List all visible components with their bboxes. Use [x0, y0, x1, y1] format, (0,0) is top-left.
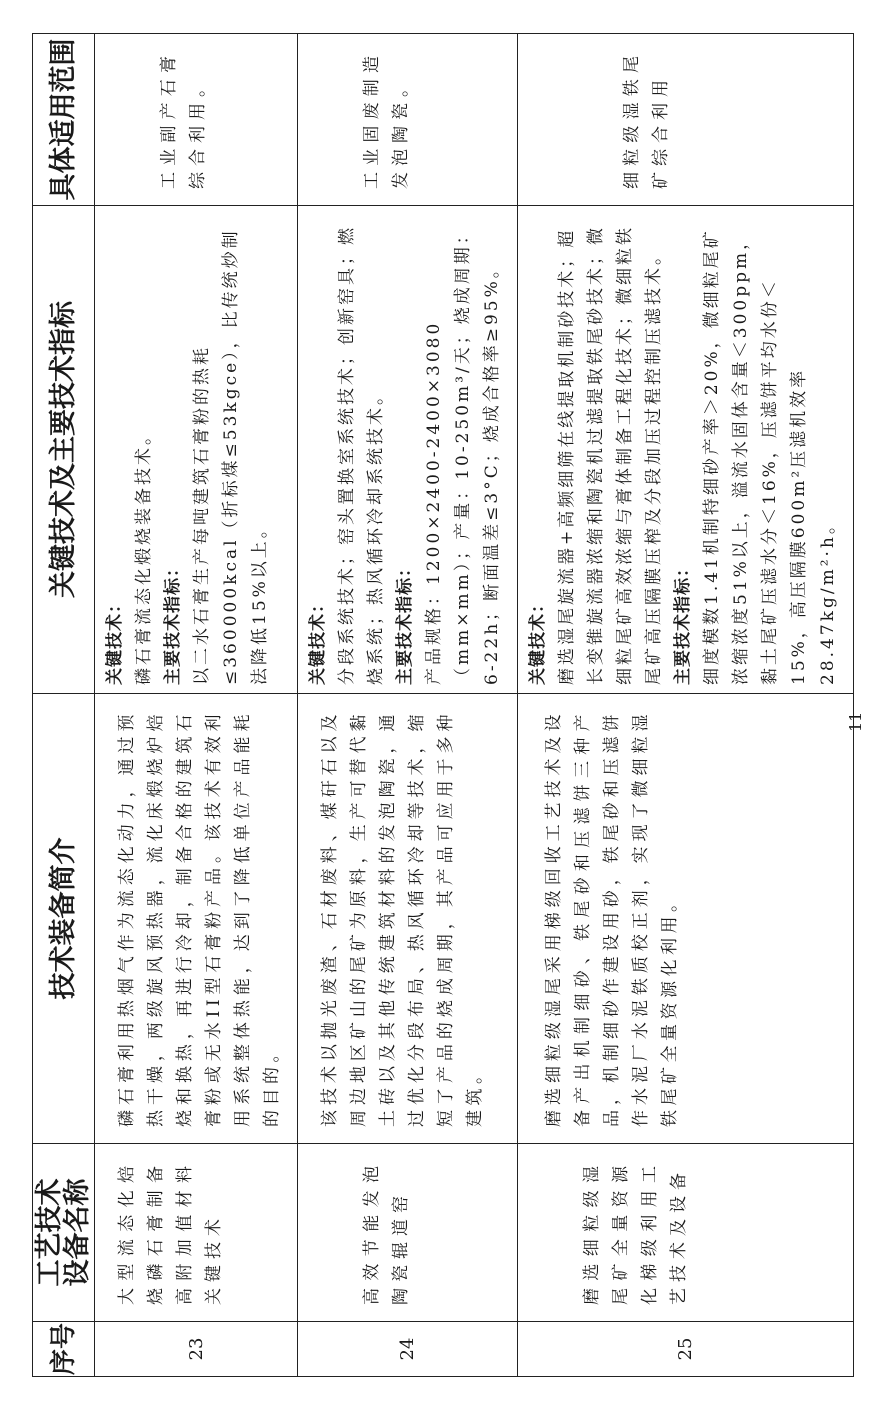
index-label: 主要技术指标：	[163, 559, 183, 685]
index-label: 主要技术指标：	[395, 559, 415, 685]
key-tech-label: 关键技术：	[308, 595, 328, 685]
scope-text: 工业副产石膏综合利用。	[159, 50, 208, 189]
header-row	[33, 34, 95, 1377]
table-row	[95, 34, 298, 1377]
tech-name: 大型流态化焙烧磷石膏制备高附加值材料关键技术	[117, 1160, 224, 1305]
index-text: 细度模数1.41机制特细砂产率＞20%，微细粒尾矿浓缩浓度51%以上，溢流水固体含量＜300ppm，黏土尾矿压滤水分＜16%，压滤饼平均水份＜15%，高压隔膜600m²压滤机效率28.47kg/m²·h。	[702, 228, 838, 685]
row-number: 24	[298, 1322, 518, 1377]
tech-intro: 磨选细粒级湿尾采用梯级回收工艺技术及设备产出机制细砂、铁尾砂和压滤饼三种产品，机制细砂作建设用砂，铁尾砂和压滤饼作水泥厂水泥铁质校正剂，实现了微细粒湿铁尾矿全量资源化利用。	[544, 710, 680, 1127]
table-row	[518, 34, 854, 1377]
header-name: 工艺技术 设备名称	[33, 1144, 95, 1322]
row-number: 25	[518, 1322, 854, 1377]
header-intro: 技术装备简介	[33, 694, 95, 1144]
index-label: 主要技术指标：	[673, 559, 693, 685]
header-scope: 具体适用范围	[33, 34, 95, 206]
index-text: 以二水石膏生产每吨建筑石膏粉的热耗≤360000kcal（折标煤≤53kgce），比传统炒制法降低15%以上。	[192, 228, 270, 685]
tech-name: 高效节能发泡陶瓷辊道窑	[362, 1160, 411, 1305]
scope-text: 工业固废制造发泡陶瓷。	[362, 50, 411, 189]
header-number: 序号	[33, 1322, 95, 1377]
page-number: 11	[846, 711, 865, 732]
index-text: 产品规格：1200×2400-2400×3080（mm×mm）；产量：10-250m³/天；烧成周期：6-22h；断面温差≤3°C；烧成合格率≥95%。	[424, 224, 502, 685]
table-row	[298, 34, 518, 1377]
key-tech-text: 磷石膏流态化煅烧装备技术。	[134, 425, 154, 685]
tech-intro: 该技术以抛光废渣、石材废料、煤矸石以及周边地区矿山的尾矿为原料，生产可替代黏土砖以及其他传统建筑材料的发泡陶瓷，通过优化分段布局、热风循环冷却等技术，缩短了产品的烧成周期，其产品可应用于多种建筑。	[320, 710, 485, 1127]
key-tech-label: 关键技术：	[528, 595, 548, 685]
row-number: 23	[95, 1322, 298, 1377]
scope-text: 细粒级湿铁尾矿综合利用	[622, 50, 671, 189]
technology-table	[32, 33, 854, 1377]
tech-intro: 磷石膏利用热烟气作为流态化动力，通过预热干燥，两级旋风预热器，流化床煅烧炉焙烧和换热，再进行冷却，制备合格的建筑石膏粉或无水II型石膏粉产品。该技术有效利用系统整体热能，达到了降低单位产品能耗的目的。	[117, 710, 282, 1127]
key-tech-text: 磨选湿尾旋流器+高频细筛在线提取机制砂技术；超长变锥旋流器浓缩和陶瓷机过滤提取铁尾砂技术；微细粒尾矿高效浓缩与膏体制备工程化技术；微细粒铁尾矿高压隔膜压榨及分段加压过程控制压滤技术。	[557, 225, 664, 685]
key-tech-text: 分段系统技术；窑头置换室系统技术；创新窑具；燃烧系统；热风循环冷却系统技术。	[337, 225, 386, 685]
header-key-tech: 关键技术及主要技术指标	[33, 206, 95, 694]
key-tech-label: 关键技术：	[105, 595, 125, 685]
tech-name: 磨选细粒级湿尾矿全量资源化梯级利用工艺技术及设备	[582, 1160, 689, 1305]
